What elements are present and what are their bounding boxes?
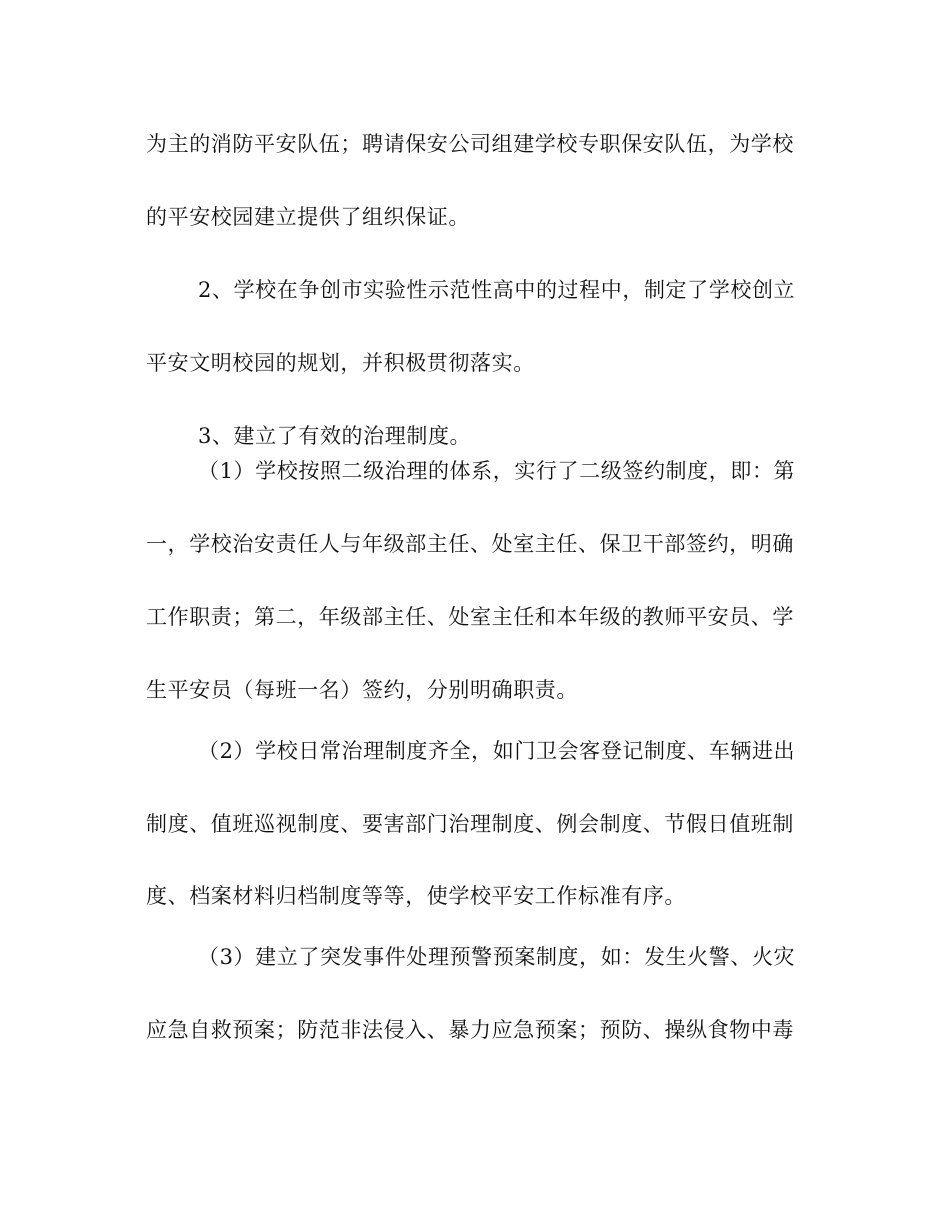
text-line: （1）学校按照二级治理的体系，实行了二级签约制度，即：第 (198, 459, 796, 483)
text-line: （2）学校日常治理制度齐全，如门卫会客登记制度、车辆进出 (198, 739, 796, 763)
text-line: 工作职责；第二，年级部主任、处室主任和本年级的教师平安员、学 (146, 605, 794, 629)
text-line: 度、档案材料归档制度等等，使学校平安工作标准有序。 (146, 884, 686, 908)
text-line: 的平安校园建立提供了组织保证。 (146, 205, 470, 229)
text-line: 制度、值班巡视制度、要害部门治理制度、例会制度、节假日值班制 (146, 812, 794, 836)
text-line: 生平安员（每班一名）签约，分别明确职责。 (146, 678, 578, 702)
text-line: 一，学校治安责任人与年级部主任、处室主任、保卫干部签约，明确 (146, 532, 794, 556)
text-line: 平安文明校园的规划，并积极贯彻落实。 (146, 351, 535, 375)
text-line: 3、建立了有效的治理制度。 (198, 424, 472, 448)
text-line: 2、学校在争创市实验性示范性高中的过程中，制定了学校创立 (198, 278, 796, 302)
text-line: 应急自救预案；防范非法侵入、暴力应急预案；预防、操纵食物中毒 (146, 1018, 794, 1042)
text-line: 为主的消防平安队伍；聘请保安公司组建学校专职保安队伍，为学校 (146, 132, 794, 156)
text-line: （3）建立了突发事件处理预警预案制度，如：发生火警、火灾 (198, 945, 796, 969)
